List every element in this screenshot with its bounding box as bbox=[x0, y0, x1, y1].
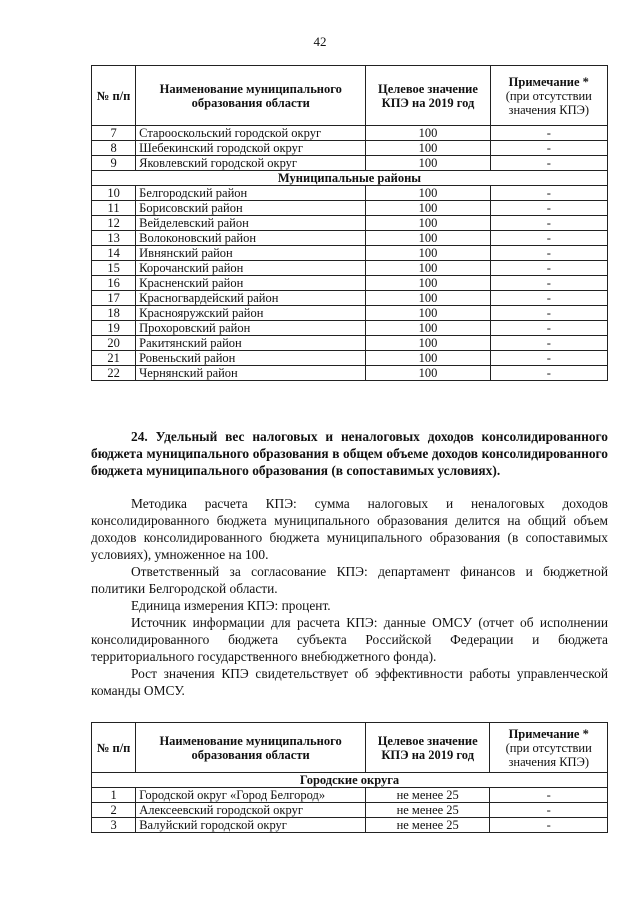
row-number: 7 bbox=[92, 126, 136, 141]
row-number: 11 bbox=[92, 201, 136, 216]
header-name: Наименование муниципального образования области bbox=[136, 723, 366, 773]
row-number: 22 bbox=[92, 366, 136, 381]
table-row bbox=[92, 201, 608, 216]
kpi-table-continuation bbox=[91, 65, 608, 381]
table-row bbox=[92, 366, 608, 381]
row-number: 2 bbox=[92, 803, 136, 818]
kpi-table-24 bbox=[91, 722, 608, 833]
row-number: 20 bbox=[92, 336, 136, 351]
header-name: Наименование муниципального образования области bbox=[136, 66, 366, 126]
row-note: - bbox=[490, 141, 607, 156]
row-number: 3 bbox=[92, 818, 136, 833]
row-name: Ивнянский район bbox=[136, 246, 366, 261]
row-number: 8 bbox=[92, 141, 136, 156]
row-name: Прохоровский район bbox=[136, 321, 366, 336]
row-target-value: 100 bbox=[366, 261, 490, 276]
row-name: Белгородский район bbox=[136, 186, 366, 201]
row-note: - bbox=[490, 818, 608, 833]
table-row bbox=[92, 788, 608, 803]
table-row bbox=[92, 126, 608, 141]
row-name: Шебекинский городской округ bbox=[136, 141, 366, 156]
row-name: Вейделевский район bbox=[136, 216, 366, 231]
row-number: 10 bbox=[92, 186, 136, 201]
row-number: 17 bbox=[92, 291, 136, 306]
row-note: - bbox=[490, 336, 607, 351]
table-row bbox=[92, 141, 608, 156]
table-row bbox=[92, 306, 608, 321]
row-note: - bbox=[490, 261, 607, 276]
row-number: 13 bbox=[92, 231, 136, 246]
row-target-value: 100 bbox=[366, 336, 490, 351]
kpi-title bbox=[91, 428, 608, 479]
header-target: Целевое значение КПЭ на 2019 год bbox=[366, 66, 490, 126]
row-target-value: 100 bbox=[366, 141, 490, 156]
row-name: Ракитянский район bbox=[136, 336, 366, 351]
table-row bbox=[92, 186, 608, 201]
row-target-value: 100 bbox=[366, 351, 490, 366]
row-target-value: 100 bbox=[366, 156, 490, 171]
row-number: 14 bbox=[92, 246, 136, 261]
row-name: Старооскольский городской округ bbox=[136, 126, 366, 141]
header-note-rest: (при отсутствии значения КПЭ) bbox=[505, 740, 592, 769]
row-note: - bbox=[490, 321, 607, 336]
table-row bbox=[92, 803, 608, 818]
row-target-value: 100 bbox=[366, 201, 490, 216]
source-paragraph: Источник информации для расчета КПЭ: данные ОМСУ (отчет об исполнении консолидированного бюджета субъекта Российской Федерации и бюджета территориального государственного внебюджетного фонда). bbox=[91, 615, 608, 664]
header-num: № п/п bbox=[92, 723, 136, 773]
table-row bbox=[92, 261, 608, 276]
row-target-value: 100 bbox=[366, 306, 490, 321]
row-target-value: не менее 25 bbox=[365, 818, 489, 833]
row-target-value: 100 bbox=[366, 276, 490, 291]
row-number: 9 bbox=[92, 156, 136, 171]
table-header-row bbox=[92, 723, 608, 773]
table-row bbox=[92, 231, 608, 246]
row-target-value: не менее 25 bbox=[365, 788, 489, 803]
row-name: Алексеевский городской округ bbox=[136, 803, 366, 818]
row-number: 21 bbox=[92, 351, 136, 366]
header-note-bold: Примечание * bbox=[508, 726, 589, 741]
row-target-value: 100 bbox=[366, 216, 490, 231]
row-target-value: 100 bbox=[366, 126, 490, 141]
row-target-value: 100 bbox=[366, 321, 490, 336]
row-name: Валуйский городской округ bbox=[136, 818, 366, 833]
row-note: - bbox=[490, 216, 607, 231]
row-note: - bbox=[490, 186, 607, 201]
row-name: Чернянский район bbox=[136, 366, 366, 381]
header-note-rest: (при отсутствии значения КПЭ) bbox=[505, 88, 592, 117]
row-name: Борисовский район bbox=[136, 201, 366, 216]
row-note: - bbox=[490, 291, 607, 306]
growth-paragraph: Рост значения КПЭ свидетельствует об эффективности работы управленческой команды ОМСУ. bbox=[91, 666, 608, 698]
row-name: Красненский район bbox=[136, 276, 366, 291]
row-name: Краснояружский район bbox=[136, 306, 366, 321]
table-row bbox=[92, 321, 608, 336]
row-note: - bbox=[490, 246, 607, 261]
row-name: Волоконовский район bbox=[136, 231, 366, 246]
row-note: - bbox=[490, 276, 607, 291]
kpi-description bbox=[91, 495, 608, 699]
row-target-value: 100 bbox=[366, 186, 490, 201]
row-note: - bbox=[490, 803, 608, 818]
table-row bbox=[92, 818, 608, 833]
row-number: 18 bbox=[92, 306, 136, 321]
header-note bbox=[490, 723, 608, 773]
row-note: - bbox=[490, 126, 607, 141]
page-number: 42 bbox=[313, 34, 327, 49]
section-title: Муниципальные районы bbox=[92, 171, 608, 186]
row-number: 1 bbox=[92, 788, 136, 803]
row-note: - bbox=[490, 306, 607, 321]
row-number: 16 bbox=[92, 276, 136, 291]
row-note: - bbox=[490, 201, 607, 216]
row-target-value: 100 bbox=[366, 366, 490, 381]
section-row bbox=[92, 773, 608, 788]
row-note: - bbox=[490, 156, 607, 171]
row-note: - bbox=[490, 231, 607, 246]
section-title: Городские округа bbox=[92, 773, 608, 788]
table-row bbox=[92, 336, 608, 351]
row-target-value: 100 bbox=[366, 291, 490, 306]
unit-paragraph: Единица измерения КПЭ: процент. bbox=[131, 598, 331, 613]
header-num: № п/п bbox=[92, 66, 136, 126]
section-row bbox=[92, 171, 608, 186]
row-note: - bbox=[490, 366, 607, 381]
row-number: 15 bbox=[92, 261, 136, 276]
table-row bbox=[92, 246, 608, 261]
row-target-value: 100 bbox=[366, 231, 490, 246]
table-row bbox=[92, 216, 608, 231]
table-header-row bbox=[92, 66, 608, 126]
kpi-heading: 24. Удельный вес налоговых и неналоговых доходов консолидированного бюджета муниципального образования в общем объеме доходов консолидированного бюджета муниципального образования (в сопоставимых условиях). bbox=[91, 429, 608, 478]
header-target: Целевое значение КПЭ на 2019 год bbox=[365, 723, 489, 773]
row-name: Ровеньский район bbox=[136, 351, 366, 366]
header-note bbox=[490, 66, 607, 126]
row-name: Красногвардейский район bbox=[136, 291, 366, 306]
table-row bbox=[92, 351, 608, 366]
method-paragraph: Методика расчета КПЭ: сумма налоговых и неналоговых доходов консолидированного бюджета муниципального образования делится на общий объем доходов консолидированного бюджета муниципального образования (в сопоставимых условиях), умноженное на 100. bbox=[91, 496, 608, 562]
row-target-value: не менее 25 bbox=[365, 803, 489, 818]
row-name: Корочанский район bbox=[136, 261, 366, 276]
row-note: - bbox=[490, 788, 608, 803]
row-number: 19 bbox=[92, 321, 136, 336]
row-name: Городской округ «Город Белгород» bbox=[136, 788, 366, 803]
row-note: - bbox=[490, 351, 607, 366]
header-note-bold: Примечание * bbox=[508, 74, 589, 89]
row-target-value: 100 bbox=[366, 246, 490, 261]
table-row bbox=[92, 291, 608, 306]
table-row bbox=[92, 156, 608, 171]
table-row bbox=[92, 276, 608, 291]
row-number: 12 bbox=[92, 216, 136, 231]
row-name: Яковлевский городской округ bbox=[136, 156, 366, 171]
responsible-paragraph: Ответственный за согласование КПЭ: департамент финансов и бюджетной политики Белгородской области. bbox=[91, 564, 608, 596]
